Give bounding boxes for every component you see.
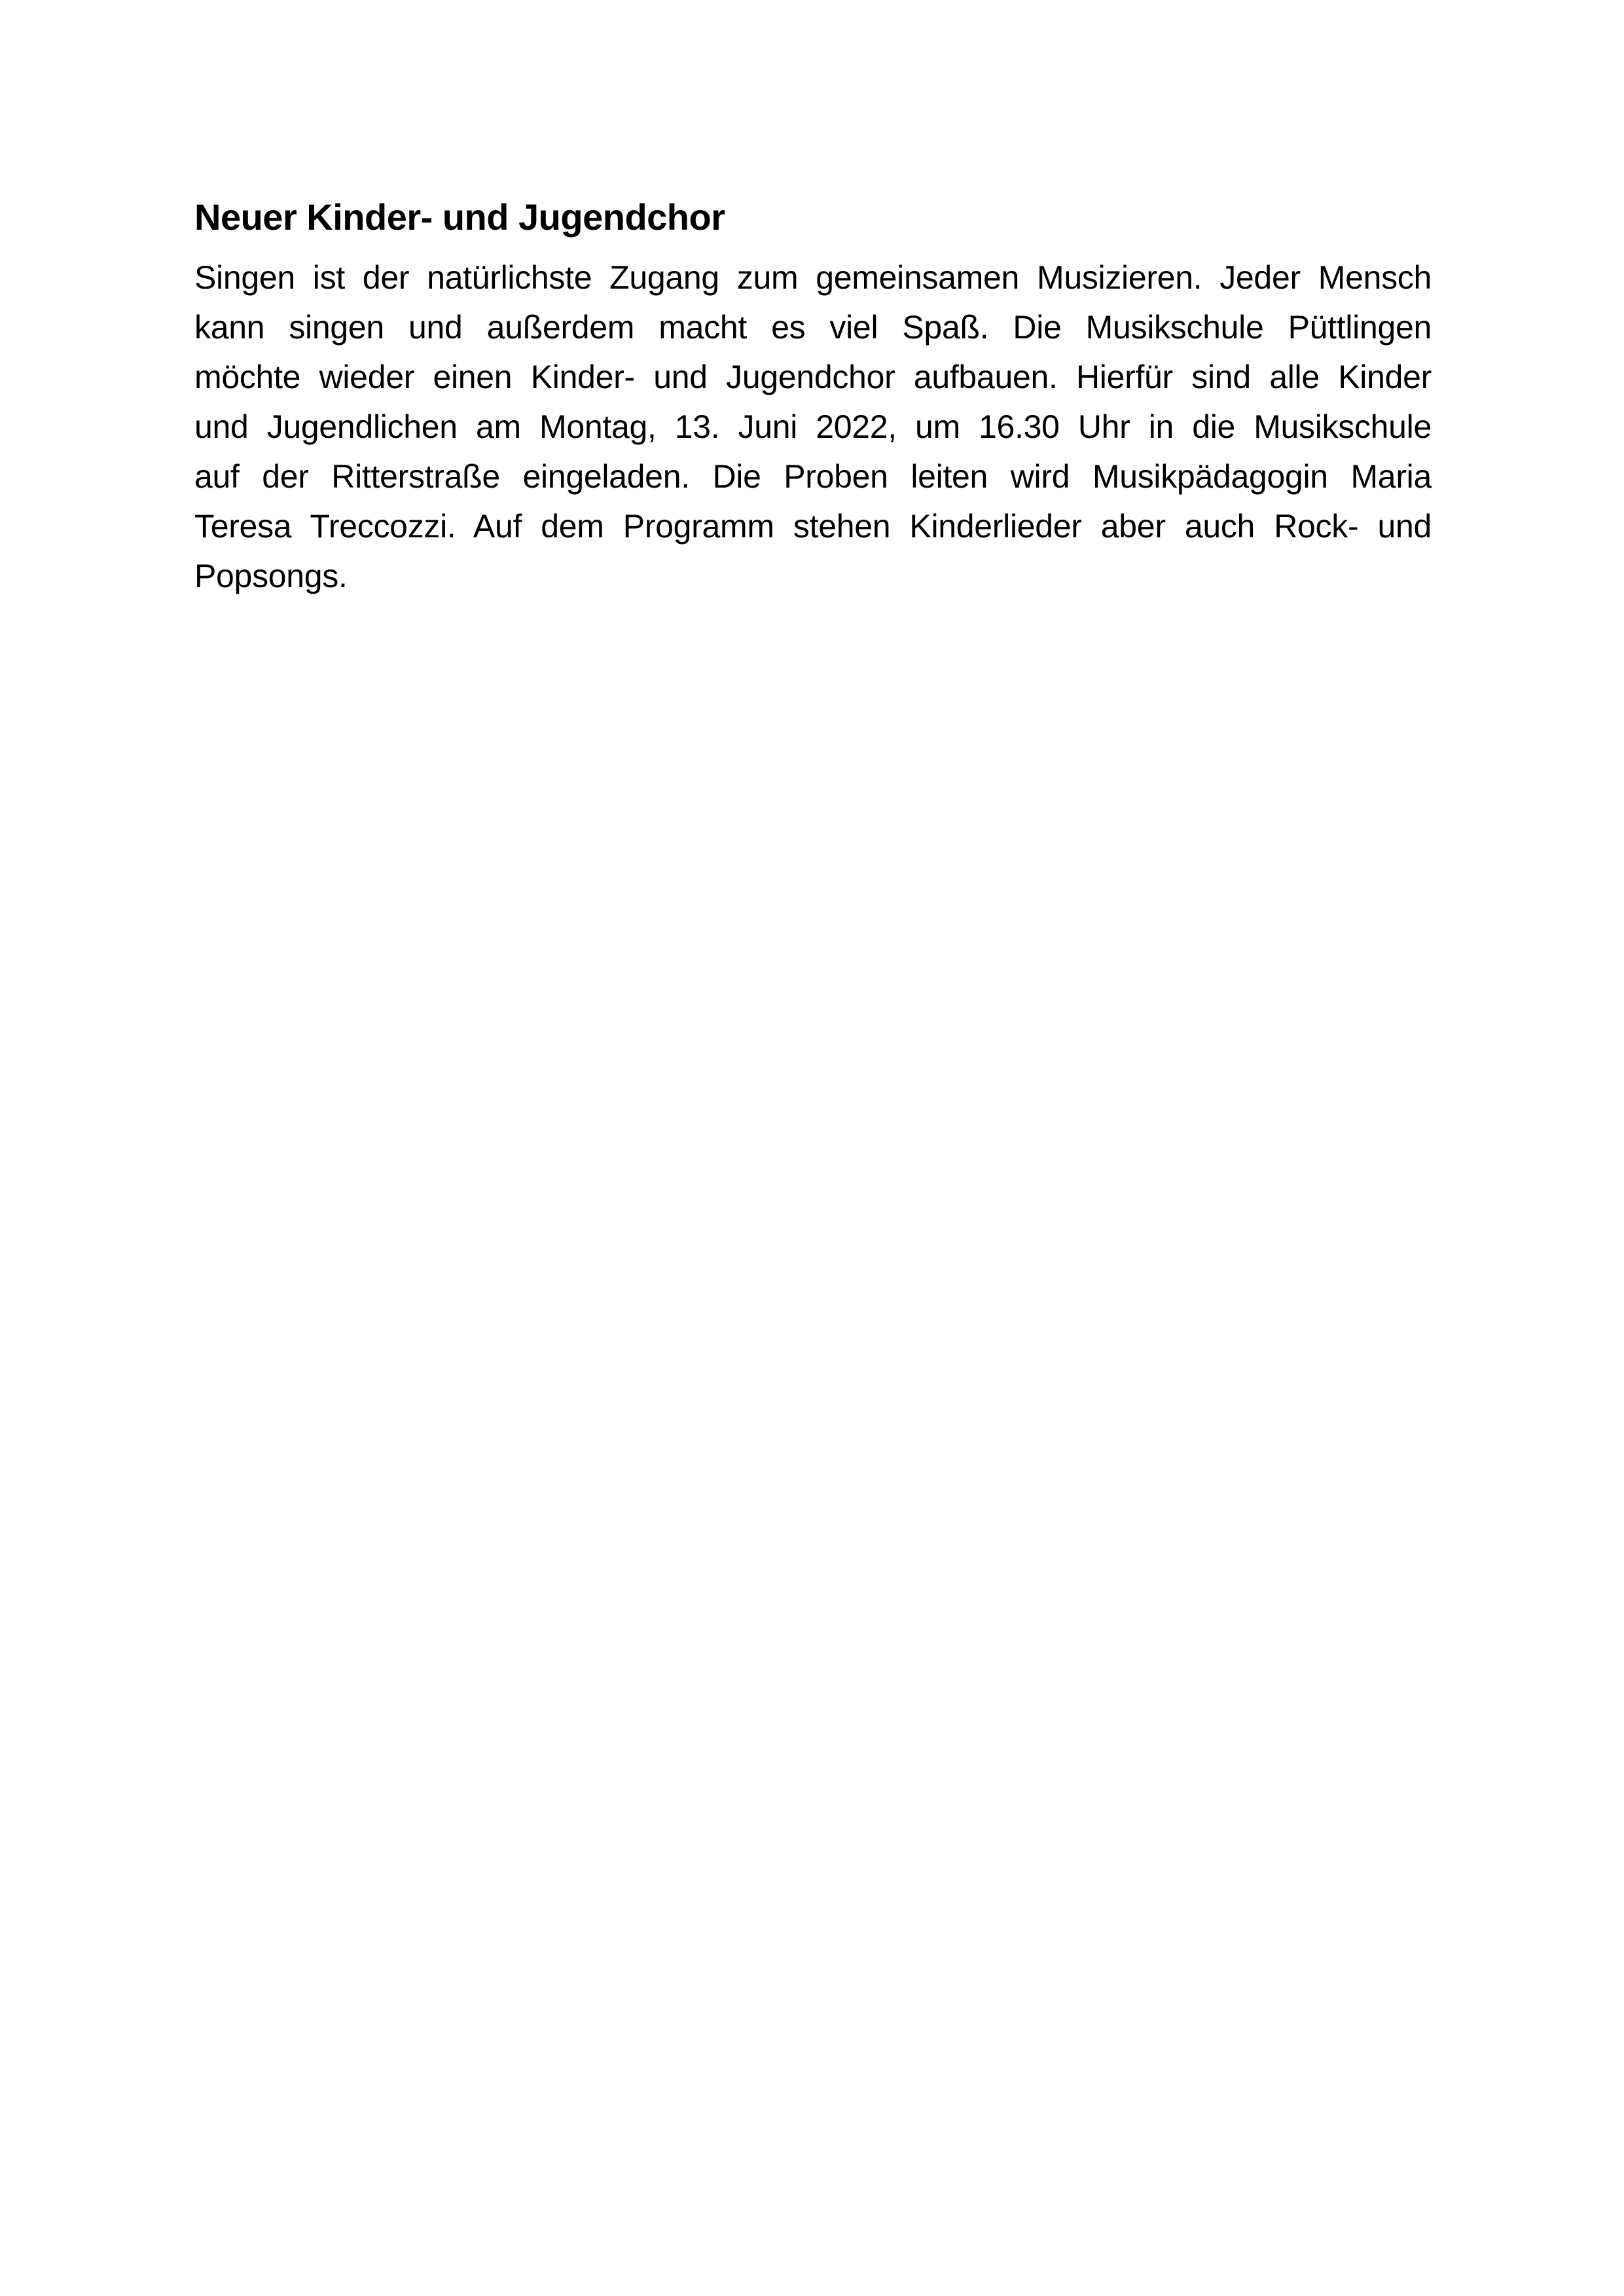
paragraph-line: Singen ist der natürlichste Zugang zum gemeinsamen Musizieren. Jeder Mensch [194, 259, 1432, 296]
paragraph-line: kann singen und außerdem macht es viel Spaß. Die Musikschule Püttlingen [194, 309, 1432, 346]
paragraph-line: und Jugendlichen am Montag, 13. Juni 2022, um 16.30 Uhr in die Musikschule [194, 408, 1432, 445]
paragraph-line: Popsongs. [194, 558, 348, 594]
article-heading: Neuer Kinder- und Jugendchor [194, 196, 725, 238]
article-paragraph [194, 253, 1432, 601]
paragraph-line: Teresa Treccozzi. Auf dem Programm stehen Kinderlieder aber auch Rock- und [194, 508, 1432, 545]
paragraph-line: auf der Ritterstraße eingeladen. Die Proben leiten wird Musikpädagogin Maria [194, 458, 1432, 495]
article [194, 194, 1432, 601]
paragraph-line: möchte wieder einen Kinder- und Jugendchor aufbauen. Hierfür sind alle Kinder [194, 359, 1432, 395]
